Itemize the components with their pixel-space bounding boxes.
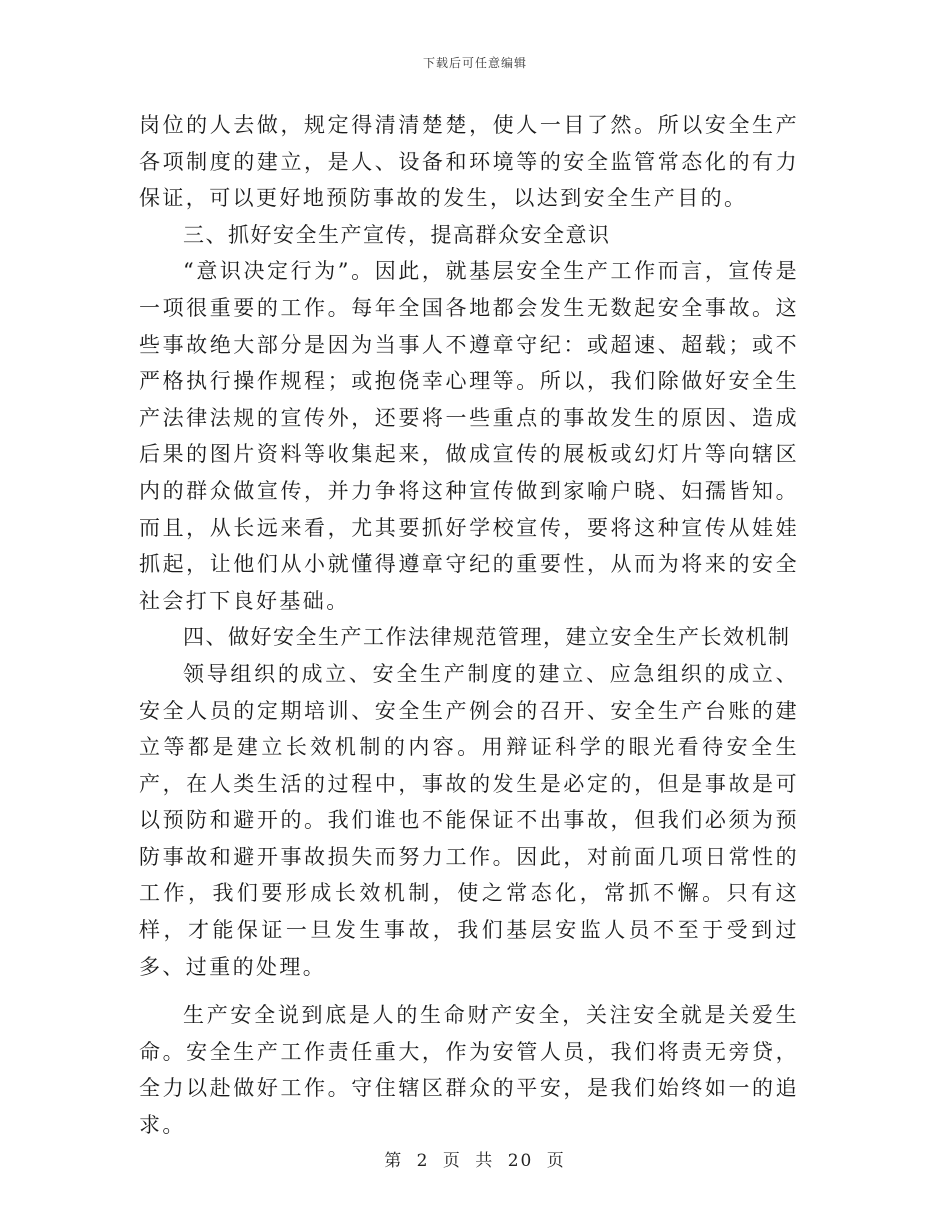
document-body — [139, 107, 799, 1144]
page-number: 第 2 页 共 20 页 — [384, 1151, 566, 1171]
paragraph-continuation: 岗位的人去做，规定得清清楚楚，使人一目了然。所以安全生产各项制度的建立，是人、设备和环境等的安全监管常态化的有力保证，可以更好地预防事故的发生，以达到安全生产目的。 — [139, 113, 799, 211]
section-heading-3: 三、抓好安全生产宣传，提高群众安全意识 — [183, 222, 611, 247]
page-header: 下载后可任意编辑 — [422, 56, 527, 70]
paragraph-publicity: “意识决定行为”。因此，就基层安全生产工作而言，宣传是一项很重要的工作。每年全国各地都会发生无数起安全事故。这些事故绝大部分是因为当事人不遵章守纪：或超速、超载；或不严格执行操作规程；或抱侥幸心理等。所以，我们除做好安全生产法律法规的宣传外，还要将一些重点的事故发生的原因、造成后果的图片资料等收集起来，做成宣传的展板或幻灯片等向辖区内的群众做宣传，并力争将这种宣传做到家喻户晓、妇孺皆知。而且，从长远来看，尤其要抓好学校宣传，要将这种宣传从娃娃抓起，让他们从小就懂得遵章守纪的重要性，从而为将来的安全社会打下良好基础。 — [139, 259, 799, 613]
paragraph-long-term-mechanism: 领导组织的成立、安全生产制度的建立、应急组织的成立、安全人员的定期培训、安全生产例会的召开、安全生产台账的建立等都是建立长效机制的内容。用辩证科学的眼光看待安全生产，在人类生活的过程中，事故的发生是必定的，但是事故是可以预防和避开的。我们谁也不能保证不出事故，但我们必须为预防事故和避开事故损失而努力工作。因此，对前面几项日常性的工作，我们要形成长效机制，使之常态化，常抓不懈。只有这样，才能保证一旦发生事故，我们基层安监人员不至于受到过多、过重的处理。 — [139, 661, 799, 979]
paragraph-conclusion: 生产安全说到底是人的生命财产安全，关注安全就是关爱生命。安全生产工作责任重大，作为安管人员，我们将责无旁贷，全力以赴做好工作。守住辖区群众的平安，是我们始终如一的追求。 — [139, 1003, 799, 1138]
section-heading-4: 四、做好安全生产工作法律规范管理，建立安全生产长效机制 — [183, 625, 791, 650]
